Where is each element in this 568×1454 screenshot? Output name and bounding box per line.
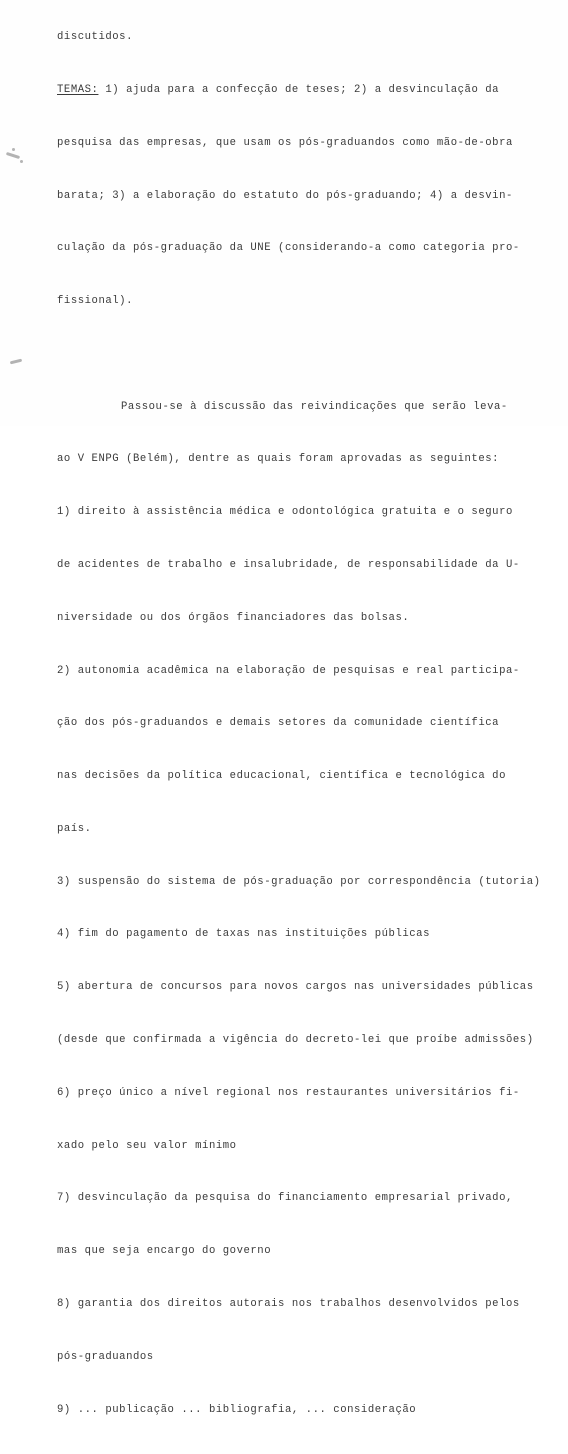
text-line: culação da pós-graduação da UNE (considerando-a como categoria pro- xyxy=(57,242,520,255)
text-line: 4) fim do pagamento de taxas nas instituições públicas xyxy=(57,928,430,941)
text-line: 7) desvinculação da pesquisa do financiamento empresarial privado, xyxy=(57,1192,513,1205)
text-line: fissional). xyxy=(57,295,133,308)
text-line: 6) preço único a nível regional nos restaurantes universitários fi- xyxy=(57,1086,520,1099)
text-line: barata; 3) a elaboração do estatuto do pós-graduando; 4) a desvin- xyxy=(57,189,513,202)
text-line xyxy=(57,346,563,364)
temas-label: TEMAS: xyxy=(57,83,99,96)
text-line: ção dos pós-graduandos e demais setores da comunidade científica xyxy=(57,717,500,730)
margin-scratch-mark xyxy=(6,152,20,159)
text-line: 8) garantia dos direitos autorais nos trabalhos desenvolvidos pelos xyxy=(57,1297,520,1310)
text-line: discutidos. xyxy=(57,31,133,44)
text-line: de acidentes de trabalho e insalubridade, de responsabilidade da U- xyxy=(57,559,520,571)
text-line: (desde que confirmada a vigência do decreto-lei que proíbe admissões) xyxy=(57,1034,534,1047)
paragraph-start-line: Passou-se à discussão das reivindicações que serão leva- xyxy=(121,400,508,413)
text-line: 9) ... publicação ... bibliografia, ... consideração xyxy=(57,1403,417,1416)
temas-text: 1) ajuda para a confecção de teses; 2) a desvinculação da xyxy=(98,83,500,96)
text-line: pós-graduandos xyxy=(57,1350,154,1363)
text-line: xado pelo seu valor mínimo xyxy=(57,1139,237,1152)
text-line: nas decisões da política educacional, científica e tecnológica do xyxy=(57,770,506,783)
paper-speck xyxy=(12,148,15,151)
text-line: ao V ENPG (Belém), dentre as quais foram aprovadas as seguintes: xyxy=(57,453,500,466)
text-line: niversidade ou dos órgãos financiadores das bolsas. xyxy=(57,611,410,624)
text-line: país. xyxy=(57,822,92,835)
temas-line xyxy=(57,82,563,100)
text-line: mas que seja encargo do governo xyxy=(57,1245,272,1258)
text-line: 2) autonomia acadêmica na elaboração de pesquisas e real participa- xyxy=(57,664,520,677)
typed-text-block xyxy=(57,0,563,1454)
text-line: 1) direito à assistência médica e odontológica gratuita e o seguro xyxy=(57,506,513,519)
margin-scratch-mark xyxy=(10,359,22,365)
text-line: 3) suspensão do sistema de pós-graduação por correspondência (tutoria) xyxy=(57,875,541,888)
paper-speck xyxy=(20,160,23,163)
text-line: 5) abertura de concursos para novos cargos nas universidades públicas xyxy=(57,981,534,994)
text-line: pesquisa das empresas, que usam os pós-graduandos como mão-de-obra xyxy=(57,136,513,149)
